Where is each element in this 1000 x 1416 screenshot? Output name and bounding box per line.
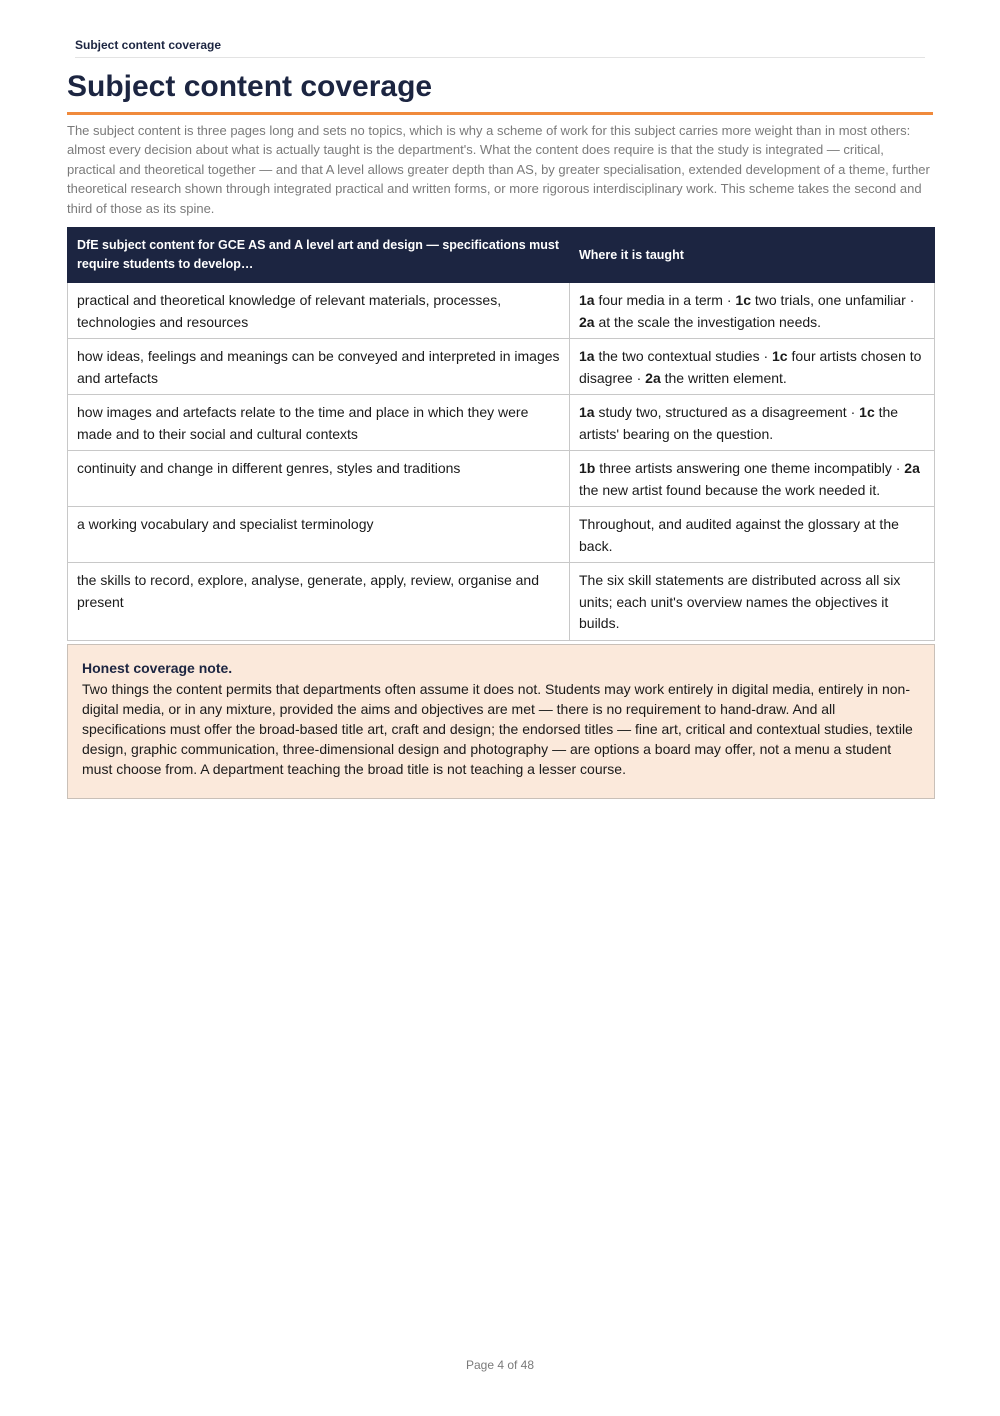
where-cell	[570, 339, 935, 395]
where-cell	[570, 395, 935, 451]
content-cell: a working vocabulary and specialist terminology	[68, 507, 570, 563]
where-text: the written element.	[660, 369, 787, 386]
where-text: three artists answering one theme incompatibly ·	[595, 460, 905, 476]
table-header-row	[68, 228, 935, 283]
where-text: four artists chosen to disagree ·	[579, 348, 922, 386]
unit-code: 1a	[579, 348, 595, 364]
note-body: Two things the content permits that departments often assume it does not. Students may work entirely in digital media, entirely in non-digital media, or in any mixture, provided the aims and objectives are met — there is no requirement to hand-draw. And all specifications must offer the broad-based title art, craft and design; the endorsed titles — fine art, critical and contextual studies, textile design, graphic communication, three-dimensional design and photography — are options a board may offer, not a menu a student must choose from. A department teaching the broad title is not teaching a lesser course.	[82, 681, 913, 777]
page-title: Subject content coverage	[67, 70, 933, 115]
content-cell: how ideas, feelings and meanings can be conveyed and interpreted in images and artefacts	[68, 339, 570, 395]
where-text: The six skill statements are distributed across all six units; each unit's overview names the objectives it builds.	[579, 572, 901, 631]
unit-code: 1c	[735, 292, 751, 308]
running-header: Subject content coverage	[75, 38, 925, 58]
where-cell	[570, 563, 935, 641]
where-text: the two contextual studies ·	[594, 348, 773, 364]
table-row	[68, 451, 935, 507]
where-cell	[570, 283, 935, 339]
unit-code: 1a	[579, 404, 595, 420]
content-cell: how images and artefacts relate to the time and place in which they were made and to their social and cultural contexts	[68, 395, 570, 451]
coverage-note-box	[67, 644, 935, 799]
unit-code: 2a	[904, 460, 920, 476]
intro-paragraph: The subject content is three pages long and sets no topics, which is why a scheme of work for this subject carries more weight than in most others: almost every decision about what is actually taught is the department's. What the content does require is that the study is integrated — critical, practical and theoretical together — and that A level allows greater depth than AS, by greater specialisation, extended development of a theme, further theoretical research shown through integrated practical and written forms, or more rigorous interdisciplinary work. This scheme takes the second and third of those as its spine.	[67, 123, 930, 216]
unit-code: 1b	[579, 460, 596, 476]
unit-code: 1c	[772, 348, 788, 364]
page-number: Page 4 of 48	[465, 1358, 535, 1372]
content-cell: the skills to record, explore, analyse, generate, apply, review, organise and present	[68, 563, 570, 641]
column-header-content: DfE subject content for GCE AS and A level art and design — specifications must require students to develop…	[68, 228, 570, 283]
where-text: four media in a term ·	[594, 292, 736, 308]
table-row	[68, 339, 935, 395]
note-title: Honest coverage note.	[82, 660, 233, 676]
where-text: the new artist found because the work needed it.	[579, 481, 881, 498]
unit-code: 2a	[645, 369, 661, 386]
unit-code: 1a	[579, 292, 595, 308]
column-header-where: Where it is taught	[570, 228, 935, 283]
where-cell	[570, 451, 935, 507]
coverage-table	[67, 227, 935, 641]
table-row	[68, 395, 935, 451]
where-text: two trials, one unfamiliar ·	[750, 292, 915, 308]
table-row	[68, 563, 935, 641]
where-text: study two, structured as a disagreement ·	[594, 404, 860, 420]
where-text: at the scale the investigation needs.	[594, 313, 822, 330]
where-text: Throughout, and audited against the glossary at the back.	[579, 516, 899, 554]
unit-code: 1c	[859, 404, 875, 420]
content-cell: continuity and change in different genres, styles and traditions	[68, 451, 570, 507]
table-row	[68, 507, 935, 563]
where-text: the artists' bearing on the question.	[579, 404, 899, 442]
where-cell	[570, 507, 935, 563]
unit-code: 2a	[579, 313, 595, 330]
content-cell: practical and theoretical knowledge of relevant materials, processes, technologies and resources	[68, 283, 570, 339]
table-row	[68, 283, 935, 339]
